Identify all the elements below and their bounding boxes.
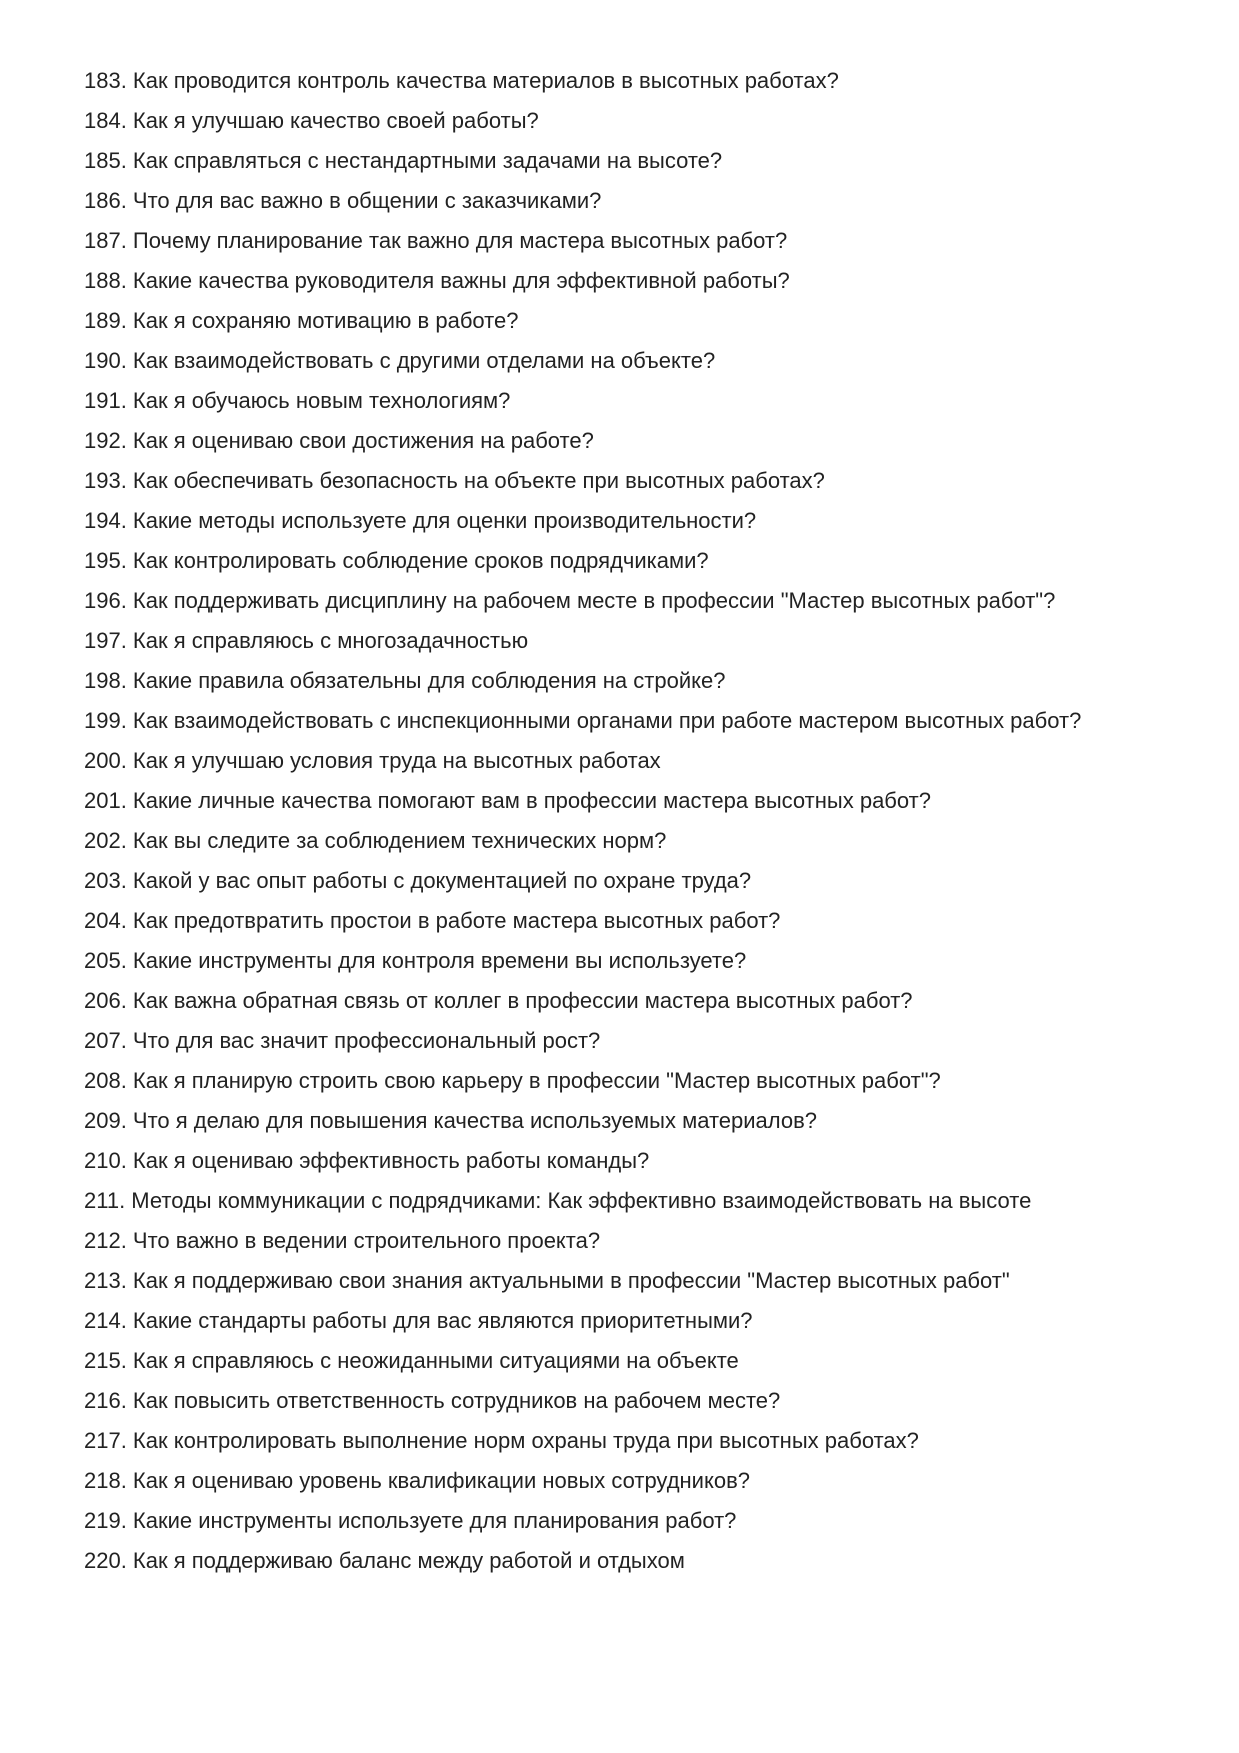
question-item: 195. Как контролировать соблюдение сроков подрядчиками? (84, 548, 709, 573)
question-item: 184. Как я улучшаю качество своей работы? (84, 108, 539, 133)
question-item: 203. Какой у вас опыт работы с документацией по охране труда? (84, 868, 752, 893)
question-item: 191. Как я обучаюсь новым технологиям? (84, 388, 511, 413)
question-item: 206. Как важна обратная связь от коллег в профессии мастера высотных работ? (84, 988, 913, 1013)
question-item: 186. Что для вас важно в общении с заказчиками? (84, 188, 602, 213)
question-item: 213. Как я поддерживаю свои знания актуальными в профессии "Мастер высотных работ" (84, 1268, 1010, 1293)
question-item: 196. Как поддерживать дисциплину на рабочем месте в профессии "Мастер высотных работ"? (84, 588, 1056, 613)
question-item: 208. Как я планирую строить свою карьеру в профессии "Мастер высотных работ"? (84, 1068, 941, 1093)
question-item: 193. Как обеспечивать безопасность на объекте при высотных работах? (84, 468, 825, 493)
question-item: 210. Как я оцениваю эффективность работы команды? (84, 1148, 650, 1173)
question-item: 216. Как повысить ответственность сотрудников на рабочем месте? (84, 1388, 781, 1413)
question-list (84, 61, 1169, 1581)
question-item: 219. Какие инструменты используете для планирования работ? (84, 1508, 737, 1533)
question-item: 192. Как я оцениваю свои достижения на работе? (84, 428, 594, 453)
question-item: 205. Какие инструменты для контроля времени вы используете? (84, 948, 747, 973)
question-item: 197. Как я справляюсь с многозадачностью (84, 628, 529, 653)
question-item: 199. Как взаимодействовать с инспекционными органами при работе мастером высотных работ? (84, 708, 1082, 733)
question-item: 189. Как я сохраняю мотивацию в работе? (84, 308, 519, 333)
question-item: 215. Как я справляюсь с неожиданными ситуациями на объекте (84, 1348, 739, 1373)
question-item: 200. Как я улучшаю условия труда на высотных работах (84, 748, 661, 773)
question-item: 204. Как предотвратить простои в работе мастера высотных работ? (84, 908, 781, 933)
question-item: 190. Как взаимодействовать с другими отделами на объекте? (84, 348, 716, 373)
question-item: 214. Какие стандарты работы для вас являются приоритетными? (84, 1308, 753, 1333)
question-item: 212. Что важно в ведении строительного проекта? (84, 1228, 601, 1253)
question-item: 201. Какие личные качества помогают вам в профессии мастера высотных работ? (84, 788, 931, 813)
question-item: 209. Что я делаю для повышения качества используемых материалов? (84, 1108, 818, 1133)
question-item: 218. Как я оцениваю уровень квалификации новых сотрудников? (84, 1468, 751, 1493)
question-item: 202. Как вы следите за соблюдением технических норм? (84, 828, 667, 853)
question-item: 188. Какие качества руководителя важны для эффективной работы? (84, 268, 790, 293)
question-item: 183. Как проводится контроль качества материалов в высотных работах? (84, 68, 839, 93)
question-item: 217. Как контролировать выполнение норм охраны труда при высотных работах? (84, 1428, 919, 1453)
question-item: 185. Как справляться с нестандартными задачами на высоте? (84, 148, 723, 173)
question-item: 207. Что для вас значит профессиональный рост? (84, 1028, 601, 1053)
question-item: 198. Какие правила обязательны для соблюдения на стройке? (84, 668, 726, 693)
question-item: 187. Почему планирование так важно для мастера высотных работ? (84, 228, 788, 253)
question-item: 194. Какие методы используете для оценки производительности? (84, 508, 757, 533)
question-item: 211. Методы коммуникации с подрядчиками: Как эффективно взаимодействовать на высоте (84, 1188, 1032, 1213)
question-item: 220. Как я поддерживаю баланс между работой и отдыхом (84, 1548, 685, 1573)
